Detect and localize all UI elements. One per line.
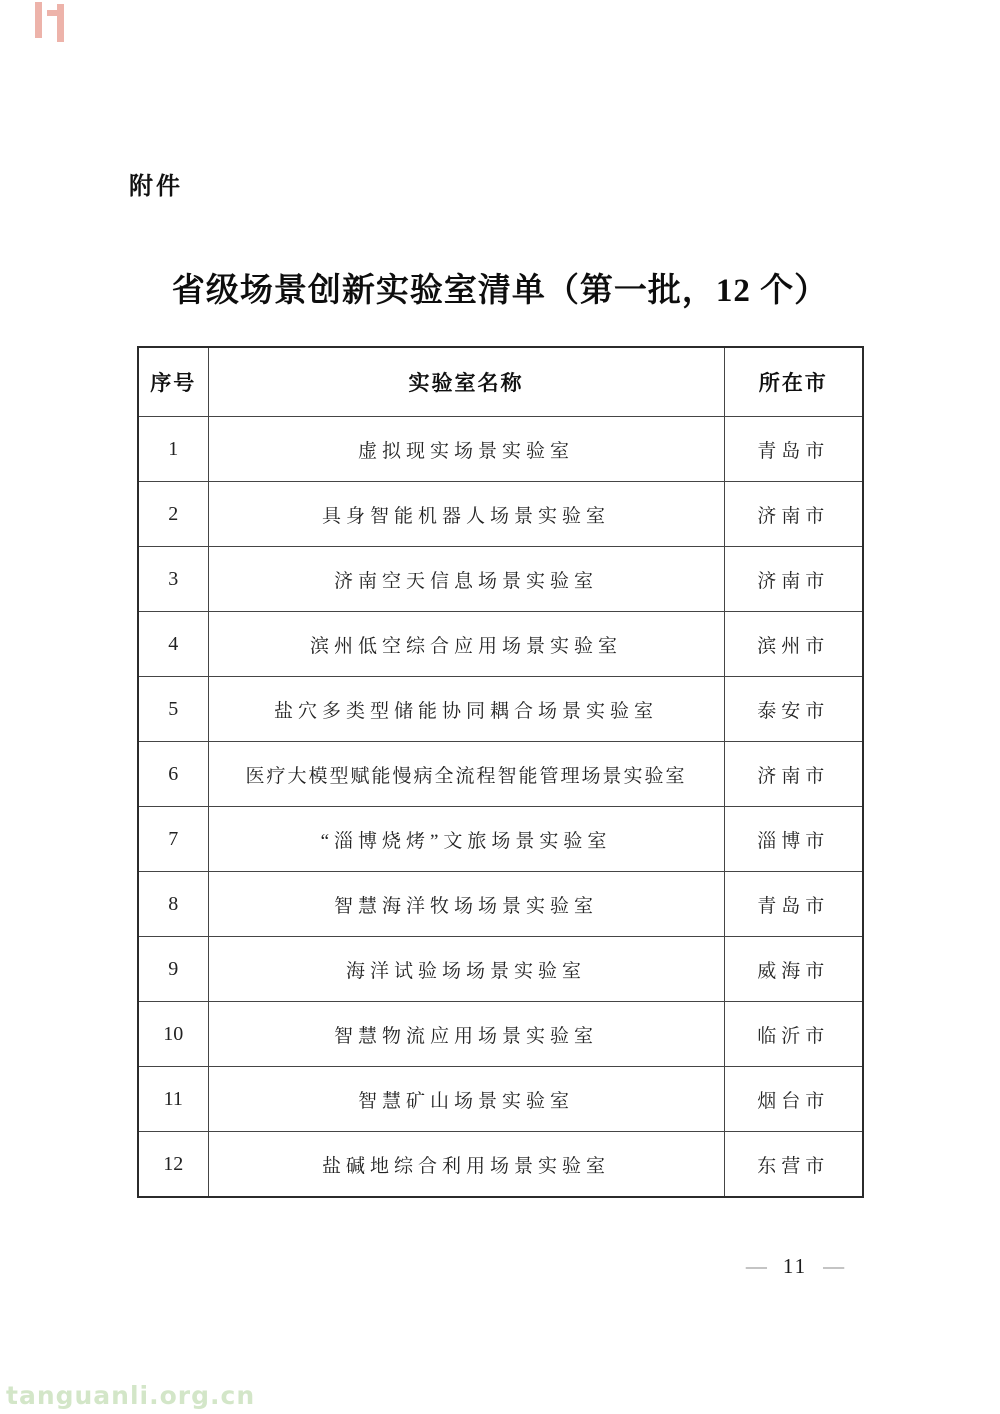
lab-name: 海洋试验场场景实验室 xyxy=(208,937,724,1002)
table-header-row xyxy=(138,347,863,417)
table-row xyxy=(138,742,863,807)
column-header-number: 序号 xyxy=(138,347,208,417)
lab-name: 智慧海洋牧场场景实验室 xyxy=(208,872,724,937)
city: 滨州市 xyxy=(724,612,863,677)
city: 济南市 xyxy=(724,482,863,547)
row-number: 2 xyxy=(138,482,208,547)
red-seal-stroke xyxy=(35,2,42,38)
lab-name: “淄博烧烤”文旅场景实验室 xyxy=(208,807,724,872)
row-number: 5 xyxy=(138,677,208,742)
lab-name: 盐穴多类型储能协同耦合场景实验室 xyxy=(208,677,724,742)
column-header-city: 所在市 xyxy=(724,347,863,417)
table-row xyxy=(138,1132,863,1198)
table-row xyxy=(138,482,863,547)
footer-dash-right: — xyxy=(823,1254,845,1278)
table-row xyxy=(138,807,863,872)
lab-name: 智慧矿山场景实验室 xyxy=(208,1067,724,1132)
row-number: 4 xyxy=(138,612,208,677)
table-row xyxy=(138,1067,863,1132)
row-number: 6 xyxy=(138,742,208,807)
table-row xyxy=(138,937,863,1002)
city: 淄博市 xyxy=(724,807,863,872)
footer-dash-left: — xyxy=(745,1254,767,1278)
row-number: 12 xyxy=(138,1132,208,1198)
table-row xyxy=(138,872,863,937)
row-number: 7 xyxy=(138,807,208,872)
lab-name: 具身智能机器人场景实验室 xyxy=(208,482,724,547)
watermark-text: tanguanli.org.cn xyxy=(6,1381,256,1410)
lab-name: 滨州低空综合应用场景实验室 xyxy=(208,612,724,677)
city: 东营市 xyxy=(724,1132,863,1198)
footer-page-number: 11 xyxy=(782,1254,808,1278)
lab-list-table xyxy=(137,346,864,1198)
city: 青岛市 xyxy=(724,872,863,937)
table-row xyxy=(138,417,863,482)
attachment-label: 附件 xyxy=(129,173,183,200)
lab-name: 济南空天信息场景实验室 xyxy=(208,547,724,612)
lab-name: 盐碱地综合利用场景实验室 xyxy=(208,1132,724,1198)
city: 济南市 xyxy=(724,742,863,807)
table-row xyxy=(138,1002,863,1067)
column-header-lab-name: 实验室名称 xyxy=(208,347,724,417)
row-number: 3 xyxy=(138,547,208,612)
lab-name: 虚拟现实场景实验室 xyxy=(208,417,724,482)
row-number: 10 xyxy=(138,1002,208,1067)
row-number: 9 xyxy=(138,937,208,1002)
lab-name: 智慧物流应用场景实验室 xyxy=(208,1002,724,1067)
row-number: 1 xyxy=(138,417,208,482)
page-number xyxy=(695,1254,895,1279)
table-row xyxy=(138,677,863,742)
red-seal-stroke xyxy=(57,4,64,42)
table-row xyxy=(138,547,863,612)
row-number: 11 xyxy=(138,1067,208,1132)
city: 烟台市 xyxy=(724,1067,863,1132)
city: 威海市 xyxy=(724,937,863,1002)
city: 济南市 xyxy=(724,547,863,612)
city: 临沂市 xyxy=(724,1002,863,1067)
page-title: 省级场景创新实验室清单（第一批，12 个） xyxy=(171,273,829,309)
red-seal-fragment xyxy=(33,2,83,44)
row-number: 8 xyxy=(138,872,208,937)
lab-name: 医疗大模型赋能慢病全流程智能管理场景实验室 xyxy=(208,742,724,807)
city: 青岛市 xyxy=(724,417,863,482)
city: 泰安市 xyxy=(724,677,863,742)
table-row xyxy=(138,612,863,677)
